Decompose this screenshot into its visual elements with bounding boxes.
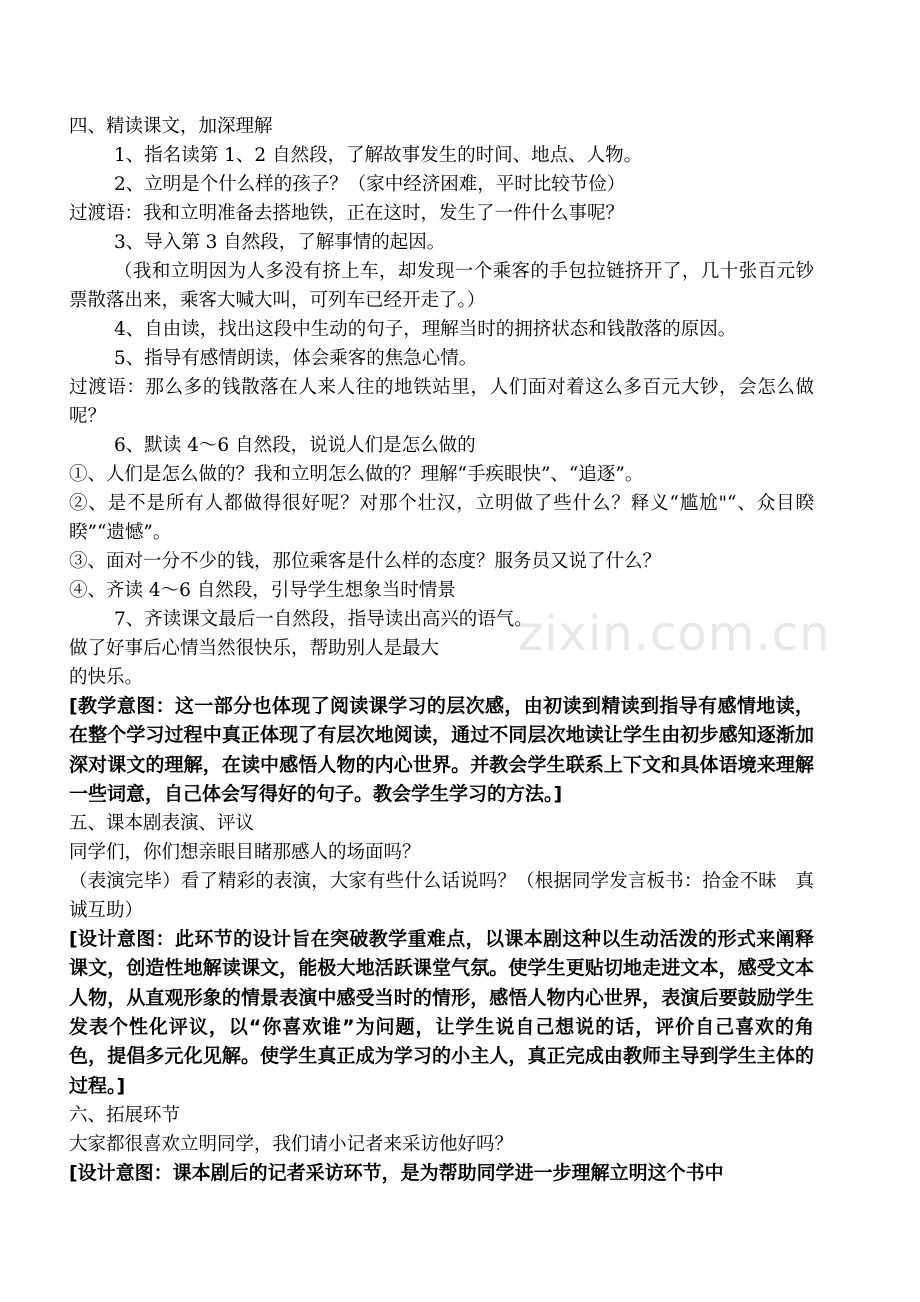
watermark: zixin.com.cn [518,606,831,662]
step-item: 3、导入第 3 自然段，了解事情的起因。 [114,232,446,253]
design-intent: [教学意图：这一部分也体现了阅读课学习的层次感，由初读到精读到指导有感情地读，在整个学习过程中真正体现了有层次地阅读，通过不同层次地读让学生由初步感知逐渐加深对课文的理解，在读中感悟人物的内心世界。并教会学生联系上下文和具体语境来理解一些词意，自己体会写得好的句子。教会学生学习的方法。] [69,695,814,805]
body-text: 同学们，你们想亲眼目睹那感人的场面吗？ [69,842,421,864]
document-body [69,112,814,1188]
section-heading: 五、课本剧表演、评议 [69,813,255,835]
note-text: （我和立明因为人多没有挤上车，却发现一个乘客的手包拉链挤开了，几十张百元钞票散落出来，乘客大喊大叫，可列车已经开走了。） [69,261,814,311]
step-item: 5、指导有感情朗读，体会乘客的焦急心情。 [114,348,478,369]
transition-text: 过渡语：那么多的钱散落在人来人往的地铁站里，人们面对着这么多百元大钞，会怎么做呢？ [69,377,814,427]
design-intent: [设计意图：课本剧后的记者采访环节，是为帮助同学进一步理解立明这个书中 [69,1161,724,1184]
step-item: 2、立明是个什么样的孩子？（家中经济困难，平时比较节俭） [114,174,626,195]
step-item: 6、默读 4～6 自然段，说说人们是怎么做的 [114,435,476,456]
body-text: 的快乐。 [69,667,144,688]
step-item: 1、指名读第 1、2 自然段，了解故事发生的时间、地点、人物。 [114,145,643,166]
sub-item: ①、人们是怎么做的？我和立明怎么做的？理解“手疾眼快”、“追逐”。 [69,464,644,485]
section-heading: 四、精读课文，加深理解 [69,116,273,137]
step-item: 4、自由读，找出这段中生动的句子，理解当时的拥挤状态和钱散落的原因。 [114,319,737,340]
body-text: （表演完毕）看了精彩的表演，大家有些什么话说吗？（根据同学发言板书：拾金不昧 真诚互助） [69,871,814,922]
body-text: 大家都很喜欢立明同学，我们请小记者来采访他好吗？ [69,1133,514,1155]
body-text: 做了好事后心情当然很快乐，帮助别人是最大 [69,638,440,659]
section-heading: 六、拓展环节 [69,1104,181,1126]
design-intent: [设计意图：此环节的设计旨在突破教学重难点，以课本剧这种以生动活泼的形式来阐释课文，创造性地解读课文，能极大地活跃课堂气氛。使学生更贴切地走进文本，感受文本人物，从直观形象的情景表演中感受当时的情形，感悟人物内心世界，表演后要鼓励学生发表个性化评议，以“你喜欢谁”为问题，让学生说自己想说的话，评价自己喜欢的角色，提倡多元化见解。使学生真正成为学习的小主人，真正完成由教师主导到学生主体的过程。] [69,928,814,1097]
sub-item: ②、是不是所有人都做得很好呢？对那个壮汉，立明做了些什么？释义“尴尬"“、众目睽睽”“遗憾”。 [69,493,814,543]
transition-text: 过渡语：我和立明准备去搭地铁，正在这时，发生了一件什么事呢？ [69,203,625,224]
step-item: 7、齐读课文最后一自然段，指导读出高兴的语气。 [114,609,533,630]
sub-item: ③、面对一分不少的钱，那位乘客是什么样的态度？服务员又说了什么？ [69,551,662,572]
sub-item: ④、齐读 4～6 自然段，引导学生想象当时情景 [69,580,456,601]
